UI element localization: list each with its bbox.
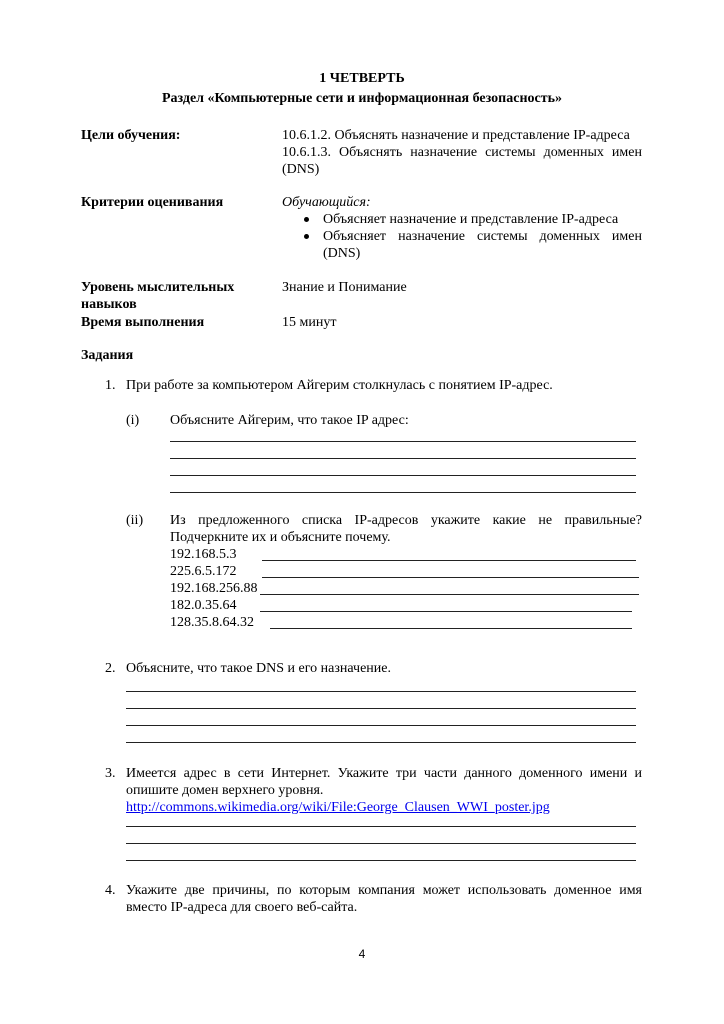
answer-line[interactable] [260, 611, 632, 612]
task-1-sub1-label: (i) [126, 413, 140, 428]
answer-line[interactable] [170, 492, 636, 493]
task-1-sub2-text-cont: Подчеркните их и объясните почему. [170, 530, 391, 545]
student-label: Обучающийся: [282, 195, 371, 210]
goal-2: 10.6.1.3. Объяснять назначение системы доменных имен [282, 145, 642, 160]
task-2-text: Объясните, что такое DNS и его назначение. [126, 661, 391, 676]
task-1-sub2-text: Из предложенного списка IP-адресов укажите какие не правильные? [170, 513, 642, 528]
ip-address-item: 192.168.5.3 [170, 547, 237, 562]
answer-line[interactable] [126, 708, 636, 709]
task-2-number: 2. [105, 661, 116, 676]
skills-value: Знание и Понимание [282, 280, 407, 295]
answer-line[interactable] [126, 843, 636, 844]
goal-1: 10.6.1.2. Объяснять назначение и представление IP-адреса [282, 128, 630, 143]
criteria-label: Критерии оценивания [81, 195, 224, 210]
answer-line[interactable] [262, 577, 639, 578]
time-label: Время выполнения [81, 315, 205, 330]
goal-2-cont: (DNS) [282, 162, 320, 177]
task-4-number: 4. [105, 883, 116, 898]
skills-label: Уровень мыслительных [81, 280, 235, 295]
answer-line[interactable] [126, 860, 636, 861]
task-1-number: 1. [105, 378, 116, 393]
answer-line[interactable] [170, 458, 636, 459]
answer-line[interactable] [170, 441, 636, 442]
ip-address-item: 192.168.256.88 [170, 581, 258, 596]
task-4-text-cont: вместо IP-адреса для своего веб-сайта. [126, 900, 358, 915]
page-number: 4 [358, 947, 366, 961]
answer-line[interactable] [126, 691, 636, 692]
task-1-sub2-label: (ii) [126, 513, 144, 528]
ip-address-item: 128.35.8.64.32 [170, 615, 254, 630]
criterion-1: Объясняет назначение и представление IP-адреса [323, 212, 619, 227]
ip-address-item: 182.0.35.64 [170, 598, 237, 613]
ip-address-item: 225.6.5.172 [170, 564, 237, 579]
skills-label-cont: навыков [81, 297, 137, 312]
task-1-sub1-text: Объясните Айгерим, что такое IP адрес: [170, 413, 409, 428]
bullet-icon [304, 234, 309, 239]
task-1-text: При работе за компьютером Айгерим столкнулась с понятием IP-адрес. [126, 378, 553, 393]
time-value: 15 минут [282, 315, 337, 330]
answer-line[interactable] [126, 826, 636, 827]
task-3-text-cont: опишите домен верхнего уровня. [126, 783, 324, 798]
criterion-2-cont: (DNS) [323, 246, 361, 261]
answer-line[interactable] [126, 742, 636, 743]
bullet-icon [304, 217, 309, 222]
answer-line[interactable] [262, 560, 636, 561]
answer-line[interactable] [170, 475, 636, 476]
tasks-heading: Задания [81, 348, 134, 363]
task-3-text: Имеется адрес в сети Интернет. Укажите три части данного доменного имени и [126, 766, 642, 781]
wikimedia-link[interactable]: http://commons.wikimedia.org/wiki/File:George_Clausen_WWI_poster.jpg [126, 800, 550, 815]
answer-line[interactable] [270, 628, 632, 629]
criterion-2: Объясняет назначение системы доменных имен [323, 229, 642, 244]
answer-line[interactable] [126, 725, 636, 726]
quarter-title: 1 ЧЕТВЕРТЬ [319, 71, 405, 86]
answer-line[interactable] [260, 594, 639, 595]
section-title: Раздел «Компьютерные сети и информационная безопасность» [161, 91, 563, 106]
task-3-number: 3. [105, 766, 116, 781]
goals-label: Цели обучения: [81, 128, 181, 143]
task-4-text: Укажите две причины, по которым компания может использовать доменное имя [126, 883, 642, 898]
task-3-url-row [126, 799, 550, 816]
